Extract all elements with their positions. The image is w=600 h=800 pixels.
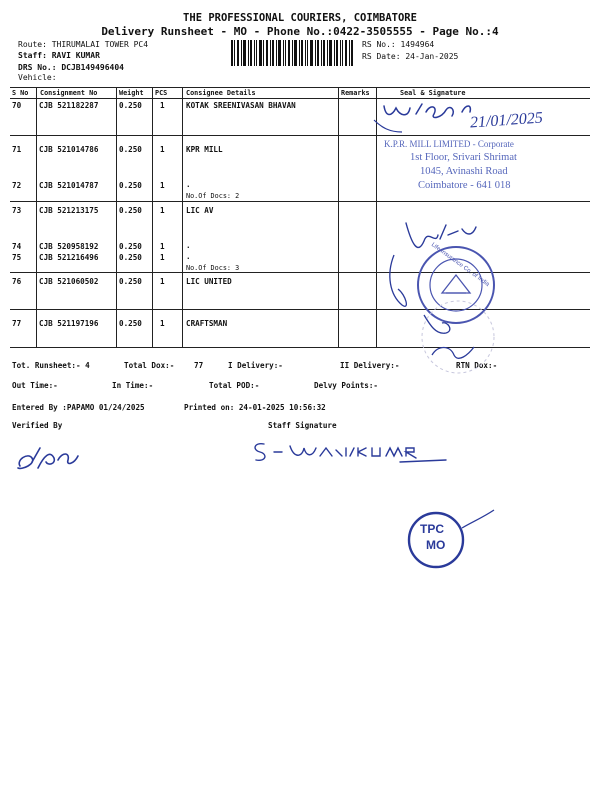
row-pcs: 1 [160,319,165,328]
in-time: In Time:- [112,381,154,390]
kpr-handwritten-date: 21/01/2025 [469,109,544,132]
row-consignment: CJB 521060502 [39,277,99,286]
row-consignee: CRAFTSMAN [186,319,228,328]
row-weight: 0.250 [119,253,142,262]
row-consignment: CJB 521197196 [39,319,99,328]
row-pcs: 1 [160,242,165,251]
col-consignment: Consignment No [40,89,98,97]
row-sno: 77 [12,319,22,328]
lic-seal-text: Life Insurance Co. of India [429,241,491,289]
total-pod: Total POD:- [209,381,260,390]
col-sno: S No [12,89,29,97]
lic-round-seal [376,205,516,385]
verified-signature [14,438,94,478]
tpc-stamp-bottom: MO [426,538,446,552]
tpc-mo-stamp [402,508,502,578]
delvy-points: Delvy Points:- [314,381,379,390]
company-title: THE PROFESSIONAL COURIERS, COIMBATORE [183,12,417,24]
row-consignee: . [186,252,191,261]
kpr-stamp-line1: K.P.R. MILL LIMITED - Corporate [384,139,514,149]
row-consignee: KOTAK SREENIVASAN BHAVAN [186,101,296,110]
row-pcs: 1 [160,181,165,190]
row-sno: 73 [12,206,22,215]
row-weight: 0.250 [119,206,142,215]
rs-date: RS Date: 24-Jan-2025 [362,52,459,61]
row-weight: 0.250 [119,277,142,286]
kpr-stamp-line3: 1045, Avinashi Road [420,166,508,177]
row-weight: 0.250 [119,242,142,251]
table-top-border [10,87,590,88]
row-consignment: CJB 521014787 [39,181,99,190]
row-pcs: 1 [160,145,165,154]
row-consignment: CJB 521182287 [39,101,99,110]
col-divider [116,87,117,347]
row-doc-count: No.Of Docs: 2 [186,192,240,200]
tpc-stamp-top: TPC [420,522,444,536]
col-weight: Weight [119,89,144,97]
staff-signature [250,436,450,468]
row-consignment: CJB 521216496 [39,253,99,262]
row-sno: 75 [12,253,22,262]
kpr-stamp-line2: 1st Floor, Srivari Shrimat [410,152,517,163]
row-pcs: 1 [160,253,165,262]
row-sno: 76 [12,277,22,286]
rs-number: RS No.: 1494964 [362,40,435,49]
total-dox-label: Total Dox:- [124,361,175,370]
vehicle-label: Vehicle: [18,73,57,82]
row-consignee: LIC UNITED [186,277,232,286]
col-divider [152,87,153,347]
row-sno: 70 [12,101,22,110]
drs-number: DRS No.: DCJB149496404 [18,63,124,72]
row-consignee: . [186,241,191,250]
row-weight: 0.250 [119,319,142,328]
row-weight: 0.250 [119,145,142,154]
staff-signature-label: Staff Signature [268,421,337,430]
row-weight: 0.250 [119,181,142,190]
row-pcs: 1 [160,206,165,215]
printed-on: Printed on: 24-01-2025 10:56:32 [184,403,326,412]
col-pcs: PCS [155,89,168,97]
kpr-stamp-line4: Coimbatore - 641 018 [418,180,511,191]
col-divider [338,87,339,347]
barcode [231,40,353,66]
route-label: Route: THIRUMALAI TOWER PC4 [18,40,149,49]
total-dox-value: 77 [194,361,204,370]
row-pcs: 1 [160,101,165,110]
row-consignment: CJB 521014786 [39,145,99,154]
out-time: Out Time:- [12,381,58,390]
row-sno: 71 [12,145,22,154]
row-consignee: . [186,180,191,189]
total-runsheet: Tot. Runsheet:- 4 [12,361,90,370]
col-consignee: Consignee Details [186,89,256,97]
runsheet-subtitle: Delivery Runsheet - MO - Phone No.:0422-3505555 - Page No.:4 [101,25,499,38]
row-consignment: CJB 520958192 [39,242,99,251]
row-sno: 72 [12,181,22,190]
col-remarks: Remarks [341,89,370,97]
entered-by: Entered By :PAPAMO 01/24/2025 [12,403,145,412]
row-consignment: CJB 521213175 [39,206,99,215]
ii-delivery: II Delivery:- [340,361,400,370]
row-weight: 0.250 [119,101,142,110]
rtn-dox: RTN Dox:- [456,361,498,370]
row-sno: 74 [12,242,22,251]
row-consignee: KPR MILL [186,145,223,154]
row-pcs: 1 [160,277,165,286]
col-divider [182,87,183,347]
col-divider [36,87,37,347]
row-doc-count: No.Of Docs: 3 [186,264,240,272]
staff-label: Staff: RAVI KUMAR [18,51,100,60]
verified-by-label: Verified By [12,421,63,430]
i-delivery: I Delivery:- [228,361,283,370]
col-seal: Seal & Signature [400,89,466,97]
row-consignee: LIC AV [186,206,214,215]
